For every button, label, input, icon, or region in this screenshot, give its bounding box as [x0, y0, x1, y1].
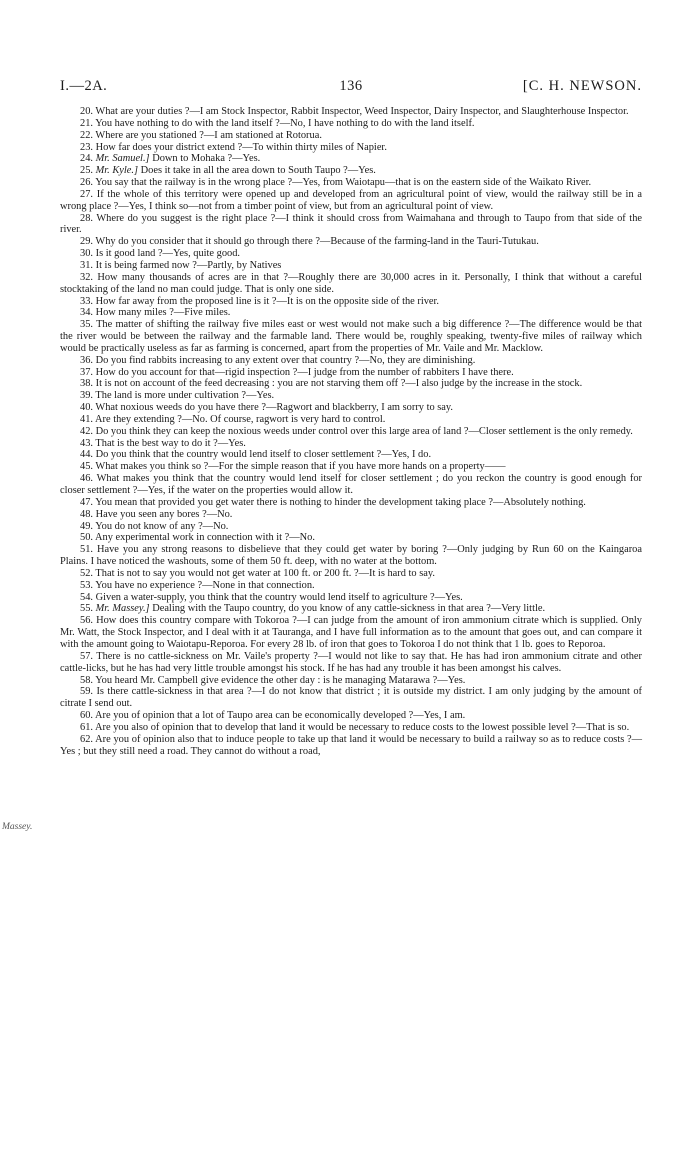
question-number: 56. — [80, 615, 93, 627]
question-answer-text: How many miles ?—Five miles. — [95, 307, 231, 319]
evidence-paragraph — [60, 213, 642, 237]
question-answer-text: It is being farmed now ?—Partly, by Natives — [95, 259, 282, 271]
evidence-paragraph — [60, 734, 642, 758]
question-answer-text: If the whole of this territory were opened up and developed from an agricultural point of view, would the railway still be in a wrong place ?—Yes, I think so—not from a timber point of view, but from an agricultural point of view. — [60, 188, 642, 212]
evidence-paragraph — [60, 521, 642, 533]
question-number: 54. — [80, 591, 93, 603]
question-number: 62. — [80, 733, 93, 745]
question-answer-text: The land is more under cultivation ?—Yes. — [95, 390, 275, 402]
speaker-label: Mr. Samuel.] — [95, 153, 150, 165]
evidence-paragraph — [60, 426, 642, 438]
evidence-paragraph — [60, 603, 642, 615]
evidence-paragraph — [60, 118, 642, 130]
question-answer-text: Dealing with the Taupo country, do you know of any cattle-sickness in that area ?—Very little. — [152, 603, 546, 615]
question-answer-text: How far away from the proposed line is it ?—It is on the opposite side of the river. — [95, 295, 439, 307]
evidence-paragraph — [60, 189, 642, 213]
evidence-paragraph — [60, 722, 642, 734]
question-answer-text: How many thousands of acres are in that ?—Roughly there are 30,000 acres in it. Personally, I think that without a careful stocktaking of the land no man could judge. That is only one side. — [60, 271, 642, 295]
page-header — [60, 78, 642, 98]
question-answer-text: It is not on account of the feed decreasing : you are not starving them off ?—I also judge by the increase in the stock. — [95, 378, 583, 390]
evidence-paragraph — [60, 449, 642, 461]
question-answer-text: How do you account for that—rigid inspection ?—I judge from the number of rabbiters I have there. — [95, 366, 514, 378]
evidence-paragraph — [60, 497, 642, 509]
evidence-paragraph — [60, 651, 642, 675]
evidence-paragraph — [60, 675, 642, 687]
question-answer-text: That is not to say you would not get water at 100 ft. or 200 ft. ?—It is hard to say. — [95, 567, 435, 579]
evidence-paragraph — [60, 307, 642, 319]
evidence-paragraph — [60, 378, 642, 390]
evidence-paragraph — [60, 710, 642, 722]
question-answer-text: Are you also of opinion that to develop that land it would be necessary to reduce costs to the lowest possible level ?—That is so. — [95, 721, 630, 733]
evidence-paragraph — [60, 130, 642, 142]
question-answer-text: Is it good land ?—Yes, quite good. — [95, 248, 241, 260]
question-number: 33. — [80, 295, 93, 307]
question-answer-text: Down to Mohaka ?—Yes. — [152, 153, 261, 165]
question-number: 53. — [80, 579, 93, 591]
question-number: 42. — [80, 425, 93, 437]
paper-reference: I.—2A. — [60, 78, 108, 94]
question-number: 49. — [80, 520, 93, 532]
question-number: 34. — [80, 307, 93, 319]
question-number: 23. — [80, 141, 93, 153]
evidence-paragraph — [60, 272, 642, 296]
speaker-label: Mr. Massey.] — [95, 603, 150, 615]
question-number: 24. — [80, 153, 93, 165]
question-answer-text: You heard Mr. Campbell give evidence the other day : is he managing Matarawa ?—Yes. — [95, 674, 466, 686]
question-number: 26. — [80, 177, 93, 189]
question-number: 59. — [80, 686, 93, 698]
question-answer-text: Does it take in all the area down to South Taupo ?—Yes. — [140, 165, 376, 177]
evidence-paragraph — [60, 319, 642, 355]
question-number: 45. — [80, 461, 93, 473]
evidence-paragraph — [60, 236, 642, 248]
question-number: 43. — [80, 437, 93, 449]
evidence-paragraph — [60, 686, 642, 710]
question-answer-text: What noxious weeds do you have there ?—Ragwort and blackberry, I am sorry to say. — [95, 402, 454, 414]
evidence-paragraph — [60, 177, 642, 189]
evidence-paragraph — [60, 615, 642, 651]
evidence-paragraph — [60, 461, 642, 473]
question-answer-text: Do you think that the country would lend itself to closer settlement ?—Yes, I do. — [95, 449, 432, 461]
evidence-paragraph — [60, 544, 642, 568]
question-answer-text: What makes you think so ?—For the simple reason that if you have more hands on a property—— — [95, 461, 506, 473]
question-number: 61. — [80, 721, 93, 733]
evidence-paragraph — [60, 473, 642, 497]
question-answer-text: You say that the railway is in the wrong place ?—Yes, from Waiotapu—that is on the eastern side of the Waikato River. — [95, 177, 592, 189]
evidence-paragraph — [60, 438, 642, 450]
question-answer-text: Do you find rabbits increasing to any extent over that country ?—No, they are diminishing. — [95, 354, 476, 366]
question-answer-text: The matter of shifting the railway five miles east or west would not make such a big difference ?—The difference would be that the river would be between the railway and the farmable land. There would be, roughly speaking, twenty-five miles of railway which would be practically useless as far as farming is concerned, apart from the properties of Mr. Vaile and Mr. Macklow. — [60, 319, 642, 354]
question-answer-text: That is the best way to do it ?—Yes. — [95, 437, 246, 449]
evidence-paragraph — [60, 248, 642, 260]
evidence-paragraph — [60, 390, 642, 402]
question-answer-text: Any experimental work in connection with it ?—No. — [95, 532, 315, 544]
question-number: 37. — [80, 366, 93, 378]
question-number: 31. — [80, 259, 93, 271]
question-answer-text: There is no cattle-sickness on Mr. Vaile's property ?—I would not like to say that. He has had iron ammonium citrate and other cattle-licks, but he has had very little trouble amongst his stock. If he has had any trouble it has been amongst his calves. — [60, 650, 642, 674]
question-answer-text: You mean that provided you get water there is nothing to hinder the development taking place ?—Absolutely nothing. — [95, 496, 586, 508]
question-number: 41. — [80, 413, 93, 425]
question-number: 44. — [80, 449, 93, 461]
question-number: 27. — [80, 188, 93, 200]
evidence-paragraph — [60, 532, 642, 544]
evidence-paragraph — [60, 142, 642, 154]
question-number: 51. — [80, 544, 93, 556]
evidence-paragraph — [60, 592, 642, 604]
question-answer-text: You have no experience ?—None in that connection. — [95, 579, 315, 591]
question-number: 29. — [80, 236, 93, 248]
question-number: 25. — [80, 165, 93, 177]
witness-name: [C. H. NEWSON. — [522, 78, 642, 94]
question-number: 38. — [80, 378, 93, 390]
question-answer-text: You have nothing to do with the land itself ?—No, I have nothing to do with the land itself. — [95, 117, 475, 129]
question-number: 46. — [80, 473, 93, 485]
evidence-paragraph — [60, 260, 642, 272]
question-answer-text: Are you of opinion also that to induce people to take up that land it would be necessary to build a railway so as to reduce costs ?—Yes ; but they still need a road. They cannot do without a road, — [60, 733, 642, 757]
page-number: 136 — [339, 78, 363, 94]
evidence-paragraph — [60, 568, 642, 580]
question-number: 32. — [80, 271, 93, 283]
question-number: 21. — [80, 117, 93, 129]
question-number: 35. — [80, 319, 93, 331]
question-number: 47. — [80, 496, 93, 508]
evidence-paragraph — [60, 509, 642, 521]
evidence-paragraph — [60, 580, 642, 592]
evidence-paragraph — [60, 355, 642, 367]
evidence-paragraph — [60, 296, 642, 308]
evidence-paragraph — [60, 414, 642, 426]
question-answer-text: Have you any strong reasons to disbelieve that they could get water by boring ?—Only judging by Run 60 on the Kaingaroa Plains. I have noticed the washouts, some of them 50 ft. deep, with no water at the bottom. — [60, 544, 642, 568]
question-answer-text: Have you seen any bores ?—No. — [95, 508, 233, 520]
question-number: 30. — [80, 248, 93, 260]
question-number: 36. — [80, 354, 93, 366]
question-number: 22. — [80, 129, 93, 141]
question-answer-text: How far does your district extend ?—To within thirty miles of Napier. — [95, 141, 387, 153]
question-number: 28. — [80, 212, 93, 224]
question-answer-text: Where are you stationed ?—I am stationed at Rotorua. — [95, 129, 322, 141]
margin-annotation: Massey. — [2, 822, 33, 832]
question-number: 40. — [80, 402, 93, 414]
question-number: 60. — [80, 710, 93, 722]
evidence-paragraph — [60, 153, 642, 165]
question-answer-text: Where do you suggest is the right place ?—I think it should cross from Waimahana and through to Taupo from that side of the river. — [60, 212, 642, 236]
question-number: 39. — [80, 390, 93, 402]
question-number: 55. — [80, 603, 93, 615]
speaker-label: Mr. Kyle.] — [95, 165, 139, 177]
question-answer-text: Are they extending ?—No. Of course, ragwort is very hard to control. — [95, 413, 386, 425]
question-number: 50. — [80, 532, 93, 544]
question-answer-text: Do you think they can keep the noxious weeds under control over this large area of land ?—Closer settlement is the only remedy. — [95, 425, 633, 437]
question-number: 58. — [80, 674, 93, 686]
question-number: 20. — [80, 106, 93, 117]
question-answer-text: Is there cattle-sickness in that area ?—I do not know that district ; it is outside my district. I am only judging by the amount of citrate I send out. — [60, 686, 642, 710]
question-answer-text: Are you of opinion that a lot of Taupo area can be economically developed ?—Yes, I am. — [95, 710, 466, 722]
question-answer-text: Why do you consider that it should go through there ?—Because of the farming-land in the Tauri-Tutukau. — [95, 236, 539, 248]
question-number: 57. — [80, 650, 93, 662]
evidence-paragraph — [60, 106, 642, 118]
evidence-paragraph — [60, 367, 642, 379]
question-answer-text: What are your duties ?—I am Stock Inspector, Rabbit Inspector, Weed Inspector, Dairy Inspector, and Slaughterhouse Inspector. — [95, 106, 629, 117]
question-answer-text: You do not know of any ?—No. — [95, 520, 229, 532]
question-number: 52. — [80, 567, 93, 579]
question-answer-text: What makes you think that the country would lend itself for closer settlement ; do you reckon the country is good enough for closer settlement ?—Yes, if the water on the properties would allow it. — [60, 473, 642, 496]
question-answer-text: Given a water-supply, you think that the country would lend itself to agriculture ?—Yes. — [95, 591, 463, 603]
evidence-text — [60, 106, 642, 757]
question-number: 48. — [80, 508, 93, 520]
question-answer-text: How does this country compare with Tokoroa ?—I can judge from the amount of iron ammonium citrate which is supplied. Only Mr. Watt, the Stock Inspector, and I deal with it at Tauranga, and I have full information as to the amount that goes out, and can compare it with the amount going to Waiotapu-Reporoa. For every 28 lb. of iron that goes to Tokoroa I do not think that 1 lb. goes to Reporoa. — [60, 615, 642, 650]
evidence-paragraph — [60, 165, 642, 177]
evidence-paragraph — [60, 402, 642, 414]
